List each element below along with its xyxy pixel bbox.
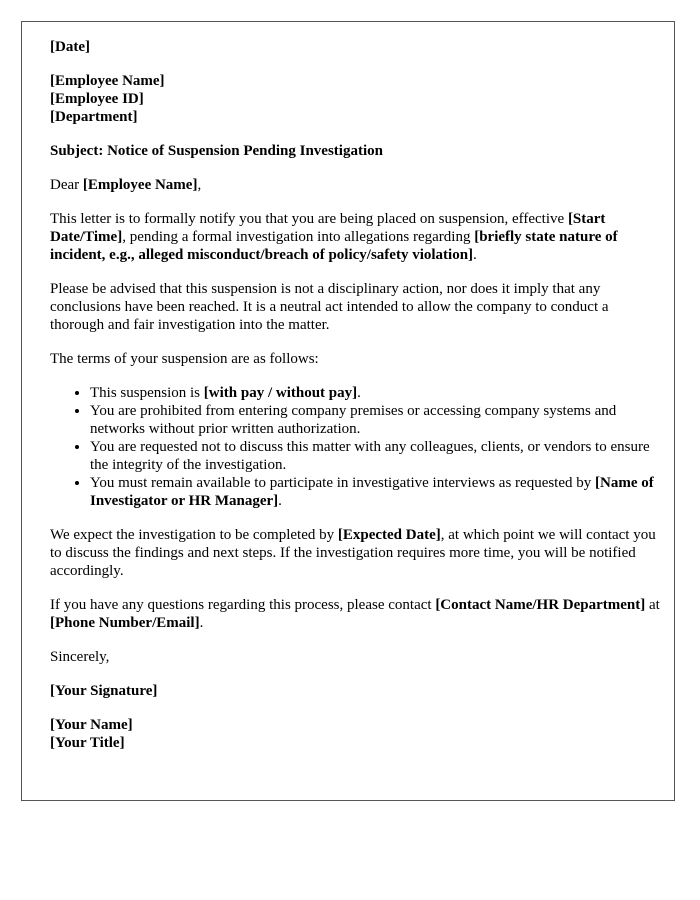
p3-text-2: , at which point we will contact you to discuss the findings and next steps. If the investigation requires more time, you will be notified accordingly. <box>50 527 656 579</box>
terms-list-item-pay <box>90 384 660 402</box>
p1-text-1: This letter is to formally notify you that you are being placed on suspension, effective <box>50 211 568 227</box>
investigator-placeholder: [Name of Investigator or HR Manager] <box>90 475 654 509</box>
terms-list-item-availability <box>90 474 660 510</box>
terms-list <box>50 384 660 510</box>
contact-placeholder: [Contact Name/HR Department] <box>435 597 646 613</box>
incident-placeholder: [briefly state nature of incident, e.g., alleged misconduct/breach of policy/safety violation] <box>50 229 618 263</box>
start-date-placeholder: [Start Date/Time] <box>50 211 606 245</box>
employee-id-placeholder: [Employee ID] <box>50 91 144 107</box>
signature-placeholder: [Your Signature] <box>50 683 158 699</box>
term4-text-2: . <box>278 493 282 509</box>
signature-block <box>50 682 660 700</box>
salutation-name: [Employee Name] <box>82 177 198 193</box>
phone-email-placeholder: [Phone Number/Email] <box>50 615 200 631</box>
term1-text-1: This suspension is <box>90 385 204 401</box>
p4-text-2: at <box>645 597 660 613</box>
sender-block <box>50 716 660 752</box>
p1-text-3: . <box>473 247 477 263</box>
p1-text-2: , pending a formal investigation into allegations regarding <box>122 229 475 245</box>
contact-paragraph <box>50 596 660 632</box>
date-block <box>50 38 660 56</box>
terms-intro: The terms of your suspension are as follows: <box>50 351 319 367</box>
subject-line <box>50 142 660 160</box>
p3-text-1: We expect the investigation to be completed by <box>50 527 338 543</box>
sender-title-placeholder: [Your Title] <box>50 735 125 751</box>
expected-date-placeholder: [Expected Date] <box>337 527 441 543</box>
notification-paragraph <box>50 210 660 264</box>
pay-placeholder: [with pay / without pay] <box>203 385 358 401</box>
advisory-paragraph: Please be advised that this suspension is not a disciplinary action, nor does it imply that any conclusions have been reached. It is a neutral act intended to allow the company to conduct a thorough and fair investigation into the matter. <box>50 281 609 333</box>
closing: Sincerely, <box>50 649 110 665</box>
p4-text-1: If you have any questions regarding this process, please contact <box>50 597 436 613</box>
date-placeholder: [Date] <box>50 39 90 55</box>
terms-list-item-confidentiality: • You are requested not to discuss this matter with any colleagues, clients, or vendors to ensure the integrity of the investigation. <box>90 438 660 474</box>
department-placeholder: [Department] <box>50 109 138 125</box>
salutation-suffix: , <box>197 177 202 193</box>
terms-list-item-premises: • You are prohibited from entering company premises or accessing company systems and networks without prior written authorization. <box>90 402 660 438</box>
recipient-block <box>50 72 660 126</box>
term1-text-2: . <box>357 385 361 401</box>
p4-text-3: . <box>199 615 204 631</box>
subject-text: Subject: Notice of Suspension Pending Investigation <box>50 143 383 159</box>
timeline-paragraph <box>50 526 660 580</box>
sender-name-placeholder: [Your Name] <box>50 717 133 733</box>
salutation <box>50 176 660 194</box>
salutation-prefix: Dear <box>50 177 83 193</box>
employee-name-placeholder: [Employee Name] <box>50 73 165 89</box>
letter-document <box>21 21 675 801</box>
term4-text-1: You must remain available to participate in investigative interviews as requested by <box>90 475 596 491</box>
